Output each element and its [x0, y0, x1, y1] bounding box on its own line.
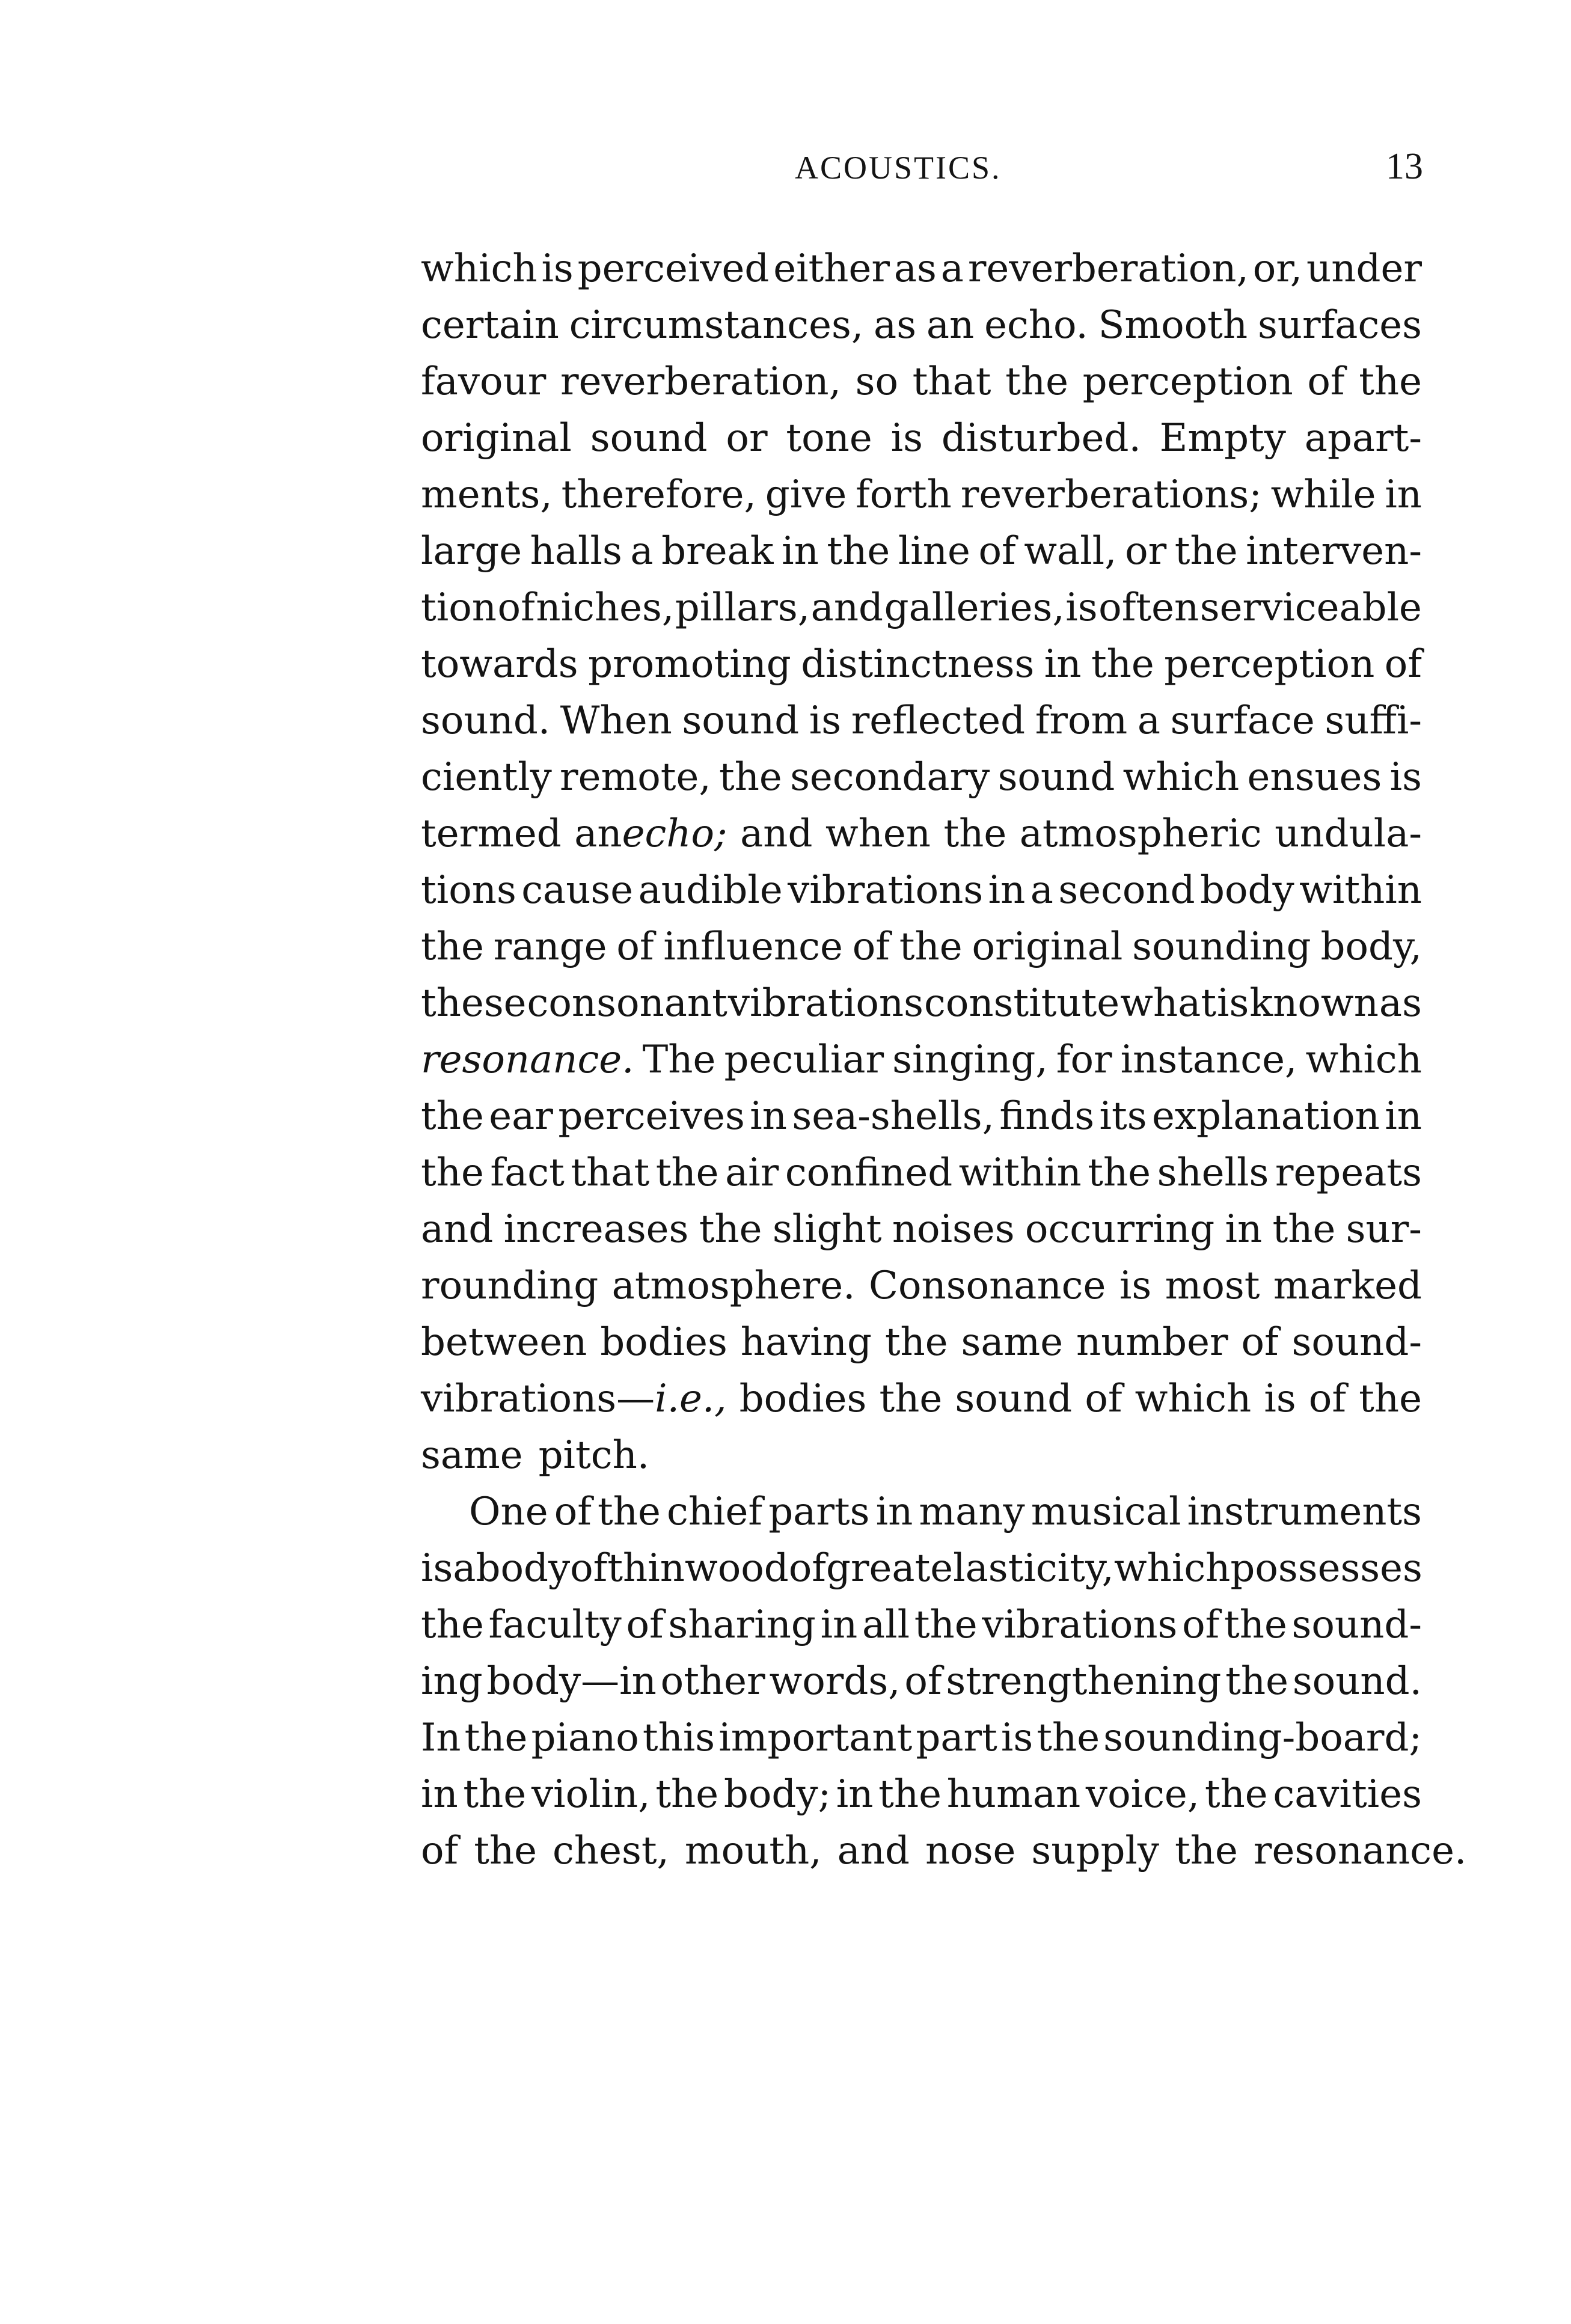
word: violin, [531, 1772, 651, 1817]
word: that [912, 359, 991, 404]
word: and [810, 586, 883, 630]
text-line [421, 579, 1422, 636]
word: ciently [421, 755, 552, 800]
word: singing, [892, 1038, 1048, 1082]
word: for [1056, 1038, 1112, 1082]
word: consonant [527, 981, 727, 1026]
word: voice, [1085, 1772, 1200, 1817]
word: cause [521, 868, 634, 913]
word: of [1384, 642, 1422, 686]
word: the [421, 1151, 484, 1195]
word: of [788, 1546, 826, 1591]
word: the [474, 1829, 537, 1873]
word: either [773, 246, 890, 291]
word: sur- [1346, 1207, 1422, 1252]
text-line [421, 806, 1422, 862]
word: reverberation, [967, 246, 1249, 291]
word: the [1005, 359, 1068, 404]
word: In [421, 1716, 461, 1760]
word: in [820, 1603, 858, 1647]
word: audible [638, 868, 783, 913]
word: the [463, 1772, 527, 1817]
text-line [421, 1371, 1422, 1427]
word: is [1119, 1264, 1152, 1308]
text-line [421, 353, 1422, 410]
word: increases [503, 1207, 689, 1252]
text-line [421, 1032, 1422, 1088]
word: interven- [1246, 529, 1422, 573]
word: favour [421, 359, 547, 404]
word: large [421, 529, 522, 573]
word: the [914, 1603, 978, 1647]
word: the [1175, 1829, 1238, 1873]
word: the [1037, 1716, 1100, 1760]
text-line [421, 636, 1422, 693]
word: secondary [790, 755, 990, 800]
word: what [1120, 981, 1217, 1026]
text-line [421, 466, 1422, 523]
word: same [421, 1433, 523, 1478]
word: within [1299, 868, 1422, 913]
word: other [660, 1659, 765, 1704]
word: cavities [1273, 1772, 1422, 1817]
word: confined [785, 1151, 953, 1195]
word: vibrations [727, 981, 923, 1026]
word: is [890, 416, 923, 460]
word: in [875, 1490, 913, 1534]
word: words, [769, 1659, 901, 1704]
word: a [940, 246, 964, 291]
page-number: 13 [1386, 146, 1423, 187]
word: this [642, 1716, 715, 1760]
word: most [1165, 1264, 1260, 1308]
word: the [718, 755, 782, 800]
word: is [1389, 755, 1422, 800]
text-line [421, 749, 1422, 806]
word: which [421, 246, 537, 291]
word: of [904, 1659, 942, 1704]
word: surfaces [1257, 303, 1422, 347]
word: a [1137, 699, 1160, 743]
word: or, [1252, 246, 1303, 291]
word: One [469, 1490, 548, 1534]
word: sounding-board; [1103, 1716, 1422, 1760]
word: perceived [577, 246, 770, 291]
word: vibrations—i.e., [421, 1377, 727, 1421]
word: mouth, [684, 1829, 822, 1873]
word: rounding [421, 1264, 599, 1308]
word: is [421, 1546, 453, 1591]
word: the [1359, 1377, 1422, 1421]
word: that [571, 1151, 650, 1195]
word: shells [1157, 1151, 1269, 1195]
word: a [1030, 868, 1053, 913]
word: part [916, 1716, 997, 1760]
word: perception [1164, 642, 1375, 686]
word: serviceable [1199, 586, 1422, 630]
word: chief [666, 1490, 763, 1534]
word: bodies [600, 1320, 727, 1365]
word: the [421, 925, 484, 969]
word: termed [421, 812, 562, 856]
word: so [855, 359, 898, 404]
word: of [852, 925, 890, 969]
word: a [630, 529, 654, 573]
word: in [1385, 472, 1422, 517]
word: Empty [1159, 416, 1286, 460]
text-line [421, 240, 1422, 297]
word: faculty [488, 1603, 622, 1647]
word: known [1249, 981, 1379, 1026]
word: body—in [486, 1659, 657, 1704]
word: certain [421, 303, 559, 347]
word: in [1385, 1094, 1422, 1139]
word: under [1306, 246, 1422, 291]
paragraph [421, 240, 1422, 1484]
word: which [1305, 1038, 1422, 1082]
text-line [421, 919, 1422, 975]
word: surface [1170, 699, 1315, 743]
word: reverberation, [560, 359, 841, 404]
word: as [874, 303, 917, 347]
paragraph [421, 1484, 1467, 1879]
text-line [421, 1201, 1422, 1258]
word: ing [421, 1659, 483, 1704]
word: from [1035, 699, 1128, 743]
word: halls [530, 529, 622, 573]
word: of [570, 1546, 608, 1591]
word: possesses [1230, 1546, 1422, 1591]
word: is [1264, 1377, 1296, 1421]
word: constitute [923, 981, 1120, 1026]
word: instance, [1120, 1038, 1297, 1082]
word: atmospheric [1019, 812, 1262, 856]
word: the [1225, 1659, 1288, 1704]
word: atmosphere. [611, 1264, 856, 1308]
word: apart- [1304, 416, 1422, 460]
word: galleries, [884, 586, 1065, 630]
word: sounding [1132, 925, 1311, 969]
word: the [1204, 1772, 1268, 1817]
text-line [421, 1427, 1422, 1484]
word: which [1113, 1546, 1231, 1591]
word: the [464, 1716, 528, 1760]
word: is [1065, 586, 1098, 630]
word: the [1272, 1207, 1336, 1252]
word: air [725, 1151, 779, 1195]
word: supply [1031, 1829, 1160, 1873]
text-line [421, 1653, 1422, 1710]
word: ear [489, 1094, 553, 1139]
word: in [750, 1094, 787, 1139]
word: range [493, 925, 607, 969]
word: while [1270, 472, 1376, 517]
text-line [421, 523, 1422, 579]
word: strengthening [946, 1659, 1222, 1704]
word: circumstances, [569, 303, 864, 347]
word: influence [663, 925, 843, 969]
word: is [541, 246, 574, 291]
word: occurring [1024, 1207, 1215, 1252]
word: of [1308, 1377, 1347, 1421]
word: the [1088, 1151, 1151, 1195]
word: ments, [421, 472, 553, 517]
word: the [1359, 359, 1422, 404]
word: the [699, 1207, 762, 1252]
word: distinctness [801, 642, 1035, 686]
word: as [893, 246, 937, 291]
word: promoting [588, 642, 791, 686]
word: the [899, 925, 963, 969]
word: or [726, 416, 768, 460]
word: body; [723, 1772, 831, 1817]
word: pitch. [538, 1433, 650, 1478]
word: the [655, 1151, 719, 1195]
word: and [740, 812, 813, 856]
word: and [837, 1829, 910, 1873]
word: important [718, 1716, 913, 1760]
word: of [421, 1829, 459, 1873]
word: forth [856, 472, 952, 517]
word: sound [955, 1377, 1073, 1421]
text-line [421, 1766, 1422, 1823]
word: reverberations; [960, 472, 1262, 517]
word: human [946, 1772, 1081, 1817]
running-title: ACOUSTICS. [795, 150, 1002, 186]
word: fact [490, 1151, 565, 1195]
word: in [836, 1772, 874, 1817]
word: of [616, 925, 654, 969]
word: within [958, 1151, 1082, 1195]
word: having [740, 1320, 872, 1365]
word: tion [421, 586, 497, 630]
word: remote, [560, 755, 711, 800]
word: slight [772, 1207, 882, 1252]
word: the [421, 1094, 484, 1139]
text-line [421, 693, 1422, 749]
word: is [1217, 981, 1249, 1026]
word: a [453, 1546, 476, 1591]
word: perceives [558, 1094, 745, 1139]
word: ensues [1247, 755, 1382, 800]
word: marked [1273, 1264, 1422, 1308]
word: vibrations [788, 868, 984, 913]
text-line [421, 1088, 1422, 1145]
word: resonance. [1253, 1829, 1467, 1873]
word: elasticity, [930, 1546, 1114, 1591]
word: noises [892, 1207, 1015, 1252]
text-line [421, 1314, 1422, 1371]
text-line [421, 862, 1422, 919]
word: second [1058, 868, 1195, 913]
word: explanation [1152, 1094, 1380, 1139]
word: suffi- [1324, 699, 1422, 743]
word: the [598, 1490, 661, 1534]
word: parts [768, 1490, 870, 1534]
word: these [421, 981, 527, 1026]
word: disturbed. [941, 416, 1141, 460]
word: perception [1082, 359, 1293, 404]
word: in [1225, 1207, 1263, 1252]
word: wall, [1024, 529, 1117, 573]
word: piano [531, 1716, 639, 1760]
word: of [554, 1490, 592, 1534]
word: all [862, 1603, 910, 1647]
text-line [421, 1540, 1422, 1597]
word: vibrations [982, 1603, 1178, 1647]
word: the [879, 1377, 943, 1421]
word: niches, [536, 586, 675, 630]
text-line [421, 1258, 1422, 1314]
word: in [1044, 642, 1082, 686]
word: the [827, 529, 890, 573]
word: which [1135, 1377, 1252, 1421]
word: instruments [1187, 1490, 1422, 1534]
word: the [1091, 642, 1154, 686]
word: as [1379, 981, 1422, 1026]
word: in [782, 529, 819, 573]
word: undula- [1275, 812, 1422, 856]
word: in [421, 1772, 458, 1817]
word: between [421, 1320, 587, 1365]
word: which [1122, 755, 1240, 800]
word: peculiar [724, 1038, 884, 1082]
word: chest, [553, 1829, 669, 1873]
word: an [926, 303, 975, 347]
word: body [476, 1546, 571, 1591]
word: line [898, 529, 970, 573]
word: sound. [421, 699, 551, 743]
word: same [961, 1320, 1064, 1365]
word: therefore, [561, 472, 756, 517]
word: tone [786, 416, 872, 460]
word: towards [421, 642, 578, 686]
word: When [560, 699, 672, 743]
word: great [825, 1546, 931, 1591]
text-line [421, 975, 1422, 1032]
word: give [765, 472, 847, 517]
word: original [421, 416, 572, 460]
word: body [1200, 868, 1294, 913]
word: sound [590, 416, 708, 460]
word: musical [1030, 1490, 1181, 1534]
word: sea-shells, [792, 1094, 994, 1139]
text-line [421, 1145, 1422, 1201]
word: the [421, 1603, 484, 1647]
word: the [1174, 529, 1238, 573]
word: or [1125, 529, 1167, 573]
word: repeats [1275, 1151, 1422, 1195]
word: of [1307, 359, 1345, 404]
word: of [626, 1603, 664, 1647]
text-line [421, 1823, 1467, 1879]
text-line [421, 410, 1422, 466]
word: nose [925, 1829, 1016, 1873]
word: the [878, 1772, 942, 1817]
word: many [919, 1490, 1025, 1534]
word: is [809, 699, 842, 743]
word: Consonance [868, 1264, 1106, 1308]
word: of [497, 586, 535, 630]
word: Smooth [1098, 303, 1248, 347]
word: is [1000, 1716, 1034, 1760]
word: when [825, 812, 931, 856]
word: the [1224, 1603, 1287, 1647]
text-line [421, 1710, 1422, 1766]
word: of [1085, 1377, 1122, 1421]
word: sound [682, 699, 800, 743]
word: its [1099, 1094, 1147, 1139]
word: the [884, 1320, 948, 1365]
word: thin [607, 1546, 685, 1591]
word: The [642, 1038, 716, 1082]
word: wood [684, 1546, 789, 1591]
text-line [421, 1484, 1422, 1540]
word: sound. [1292, 1659, 1422, 1704]
text-line [421, 297, 1422, 353]
word: body, [1320, 925, 1422, 969]
word: pillars, [675, 586, 810, 630]
word: in [988, 868, 1026, 913]
word: reflected [851, 699, 1026, 743]
word: the [655, 1772, 719, 1817]
word: original [972, 925, 1123, 969]
word: of [1241, 1320, 1279, 1365]
word: echo. [984, 303, 1088, 347]
word: bodies [739, 1377, 867, 1421]
word: sound- [1291, 1603, 1422, 1647]
word: of [1182, 1603, 1220, 1647]
word: sharing [668, 1603, 816, 1647]
word: and [421, 1207, 494, 1252]
word: sound- [1291, 1320, 1422, 1365]
body-text [421, 240, 1467, 1879]
word: of [978, 529, 1016, 573]
word: often [1098, 586, 1199, 630]
word: resonance. [421, 1038, 634, 1082]
word: number [1076, 1320, 1228, 1365]
word: tions [421, 868, 516, 913]
text-line [421, 1597, 1422, 1653]
word: finds [999, 1094, 1095, 1139]
word: anecho; [574, 812, 727, 856]
word: sound [997, 755, 1115, 800]
word: the [943, 812, 1007, 856]
word: break [661, 529, 774, 573]
